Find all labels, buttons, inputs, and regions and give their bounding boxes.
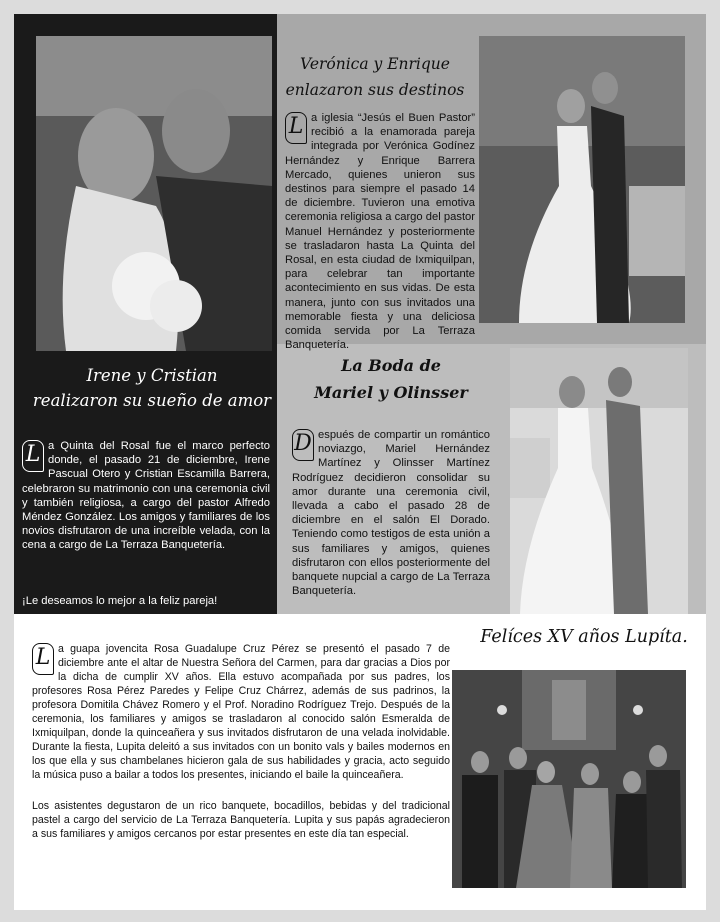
article1-dropcap: L xyxy=(285,112,307,144)
article1-title-line1: Verónica y Enrique xyxy=(300,55,450,73)
article4-body2: Los asistentes degustaron de un rico banquete, bocadillos, bebidas y del tradicional pastel a cargo del servicio de La Terraza Banquetería. Lupita y sus papás agradecieron a sus familiares y amigos cercanos por estar presentes en este día tan especial. xyxy=(32,800,450,840)
article3-dropcap: D xyxy=(292,429,314,461)
photo-xv-anos xyxy=(452,670,686,888)
article4-body xyxy=(32,642,450,782)
article2-title xyxy=(32,363,272,413)
article3-text: espués de compartir un romántico noviazgo, Mariel Hernández Martínez y Olinsser Martínez Rodríguez decidieron consolidar su amor durante una ceremonia civil, llevada a cabo el pasado 28 de diciembre en el salón El Dorado. Teniendo como testigos de esta unión a sus familiares y amigos, quienes disfrutaron con ellos posteriormente del banquete nupcial a cargo de La Terraza Banquetería. xyxy=(292,429,490,598)
article1-title xyxy=(280,51,470,103)
article3-title-line2: Mariel y Olinsser xyxy=(314,383,468,402)
photo-irene-cristian xyxy=(36,36,272,351)
article3-body xyxy=(292,428,490,598)
article4-text: a guapa jovencita Rosa Guadalupe Cruz Pérez se presentó el pasado 7 de diciembre ante el altar de Nuestra Señora del Carmen, para dar gracias a Dios por la dicha de cumplir XV años. Ella estuvo acompañada por sus padres, los profesores Rosa Pérez Paredes y Felipe Cruz Chárrez, además de sus padrinos, la profesora Domitila Chávez Romero y el Prof. Noradino Rodríguez Trejo. Después de la ceremonia, los familiares y amigos se trasladaron al conocido salón Esmeralda de Ixmiquilpan, donde la quinceañera y sus invitados disfrutaron de una velada inolvidable. Durante la fiesta, Lupita deleitó a sus invitados con un bonito vals y bailes modernos en los que ella y sus chambelanes hicieron gala de sus habilidades y gracia, acto seguido la música puso a bailar a todos los presentes, iniciando el baile la quinceañera. xyxy=(32,643,450,781)
article4-dropcap: L xyxy=(32,643,54,675)
article1-body xyxy=(285,111,475,352)
photo-veronica-enrique xyxy=(479,36,685,323)
magazine-page xyxy=(14,14,706,910)
photo-mariel-olinsser xyxy=(510,348,688,614)
article2-closing: ¡Le deseamos lo mejor a la feliz pareja! xyxy=(22,595,218,607)
article3-title xyxy=(280,352,502,406)
article1-text: a iglesia “Jesús el Buen Pastor” recibió a la enamorada pareja integrada por Verónica Godínez Hernández y Enrique Barrera Mercado, quienes unieron sus destinos para siempre el pasado 14 de diciembre. Tuvieron una emotiva ceremonia religiosa a cargo del pastor Manuel Hernández y posteriormente se trasladaron hasta La Quinta del Rosal, en esta ciudad de Ixmiquilpan, para celebrar tan importante acontecimiento en sus vidas. De esta manera, junto con sus invitados una memorable fiesta y una deliciosa comida servida por La Terraza Banquetería. xyxy=(285,112,475,352)
article3-title-line1: La Boda de xyxy=(341,356,441,375)
article2-dropcap: L xyxy=(22,440,44,472)
article4-title: Felíces XV años Lupíta. xyxy=(480,627,688,647)
article2-title-line2: realizaron su sueño de amor xyxy=(32,391,272,410)
article2-text: a Quinta del Rosal fue el marco perfecto donde, el pasado 21 de diciembre, Irene Pascual Otero y Cristian Escamilla Barrera, celebraron su matrimonio con una ceremonia civil y también religiosa, a cargo del pastor Alfredo Méndez González. Los amigos y familiares de los novios disfrutaron de una increíble velada, con la cena a cargo de La Terraza Banquetería. xyxy=(22,440,270,552)
article1-title-line2: enlazaron sus destinos xyxy=(285,81,465,99)
article2-title-line1: Irene y Cristian xyxy=(86,366,218,385)
article2-body xyxy=(22,439,270,553)
